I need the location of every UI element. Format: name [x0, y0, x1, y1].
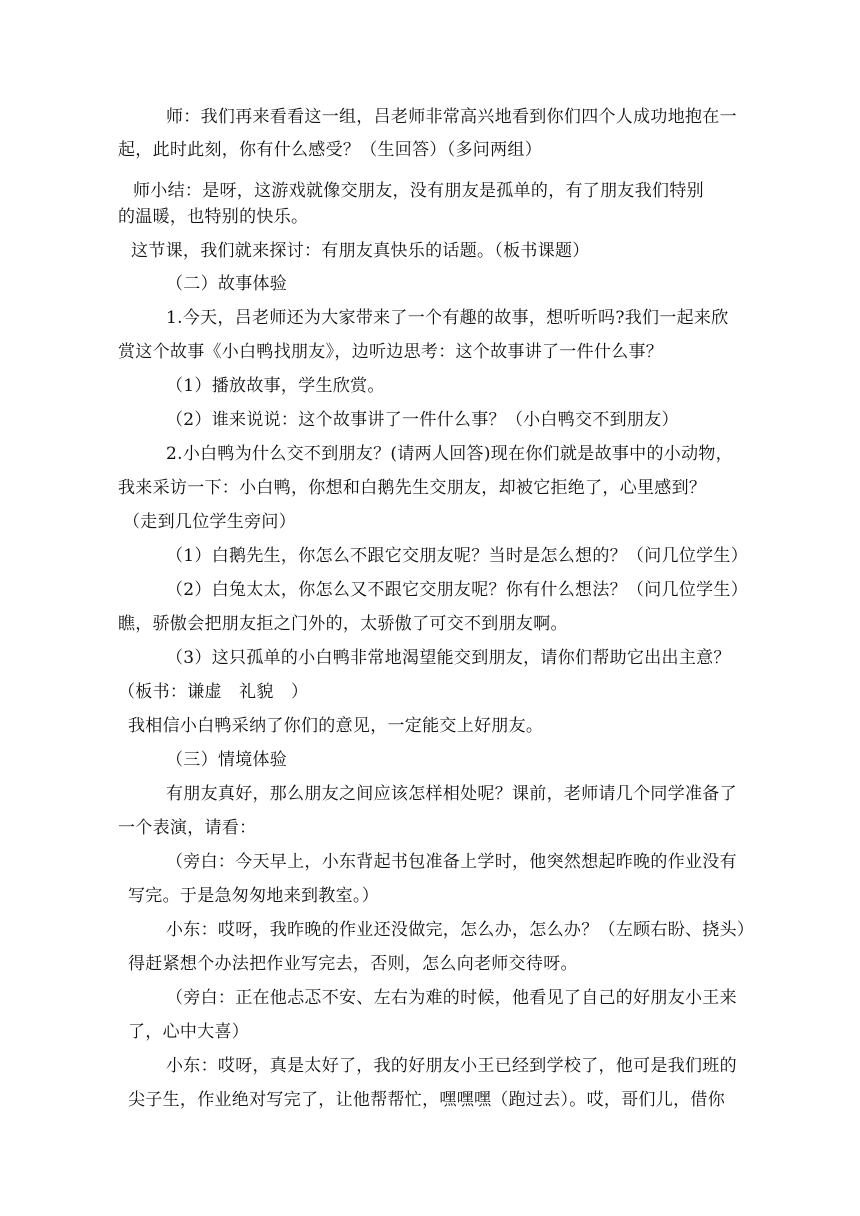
text-line: 我来采访一下：小白鸭，你想和白鹅先生交朋友，却被它拒绝了，心里感到？	[118, 478, 707, 498]
text-line: 有朋友真好，那么朋友之间应该怎样相处呢？课前，老师请几个同学准备了	[166, 784, 737, 804]
text-line: 我相信小白鸭采纳了你们的意见，一定能交上好朋友。	[128, 716, 544, 736]
section-heading: （三）情境体验	[166, 750, 288, 770]
text-line: 1.今天，吕老师还为大家带来了一个有趣的故事，想听听吗?我们一起来欣	[166, 308, 729, 328]
text-line: 写完。于是急匆匆地来到教室。）	[128, 886, 379, 906]
text-line: （旁白：正在他忐忑不安、左右为难的时候，他看见了自己的好朋友小王来	[166, 988, 737, 1008]
text-line: 2.小白鸭为什么交不到朋友？(请两人回答)现在你们就是故事中的小动物，	[166, 444, 733, 464]
text-line: 赏这个故事《小白鸭找朋友》，边听边思考：这个故事讲了一件什么事？	[118, 342, 664, 362]
text-line: （走到几位学生旁问）	[123, 512, 296, 532]
text-line: 小东：哎呀，真是太好了，我的好朋友小王已经到学校了，他可是我们班的	[166, 1056, 737, 1076]
text-line: 得赶紧想个办法把作业写完去，否则，怎么向老师交待呀。	[128, 954, 578, 974]
text-line: 瞧，骄傲会把朋友拒之门外的，太骄傲了可交不到朋友啊。	[118, 614, 568, 634]
text-line: （3）这只孤单的小白鸭非常地渴望能交到朋友，请你们帮助它出出主意？	[166, 648, 731, 668]
text-line: 了，心中大喜）	[128, 1022, 250, 1042]
text-line: 尖子生，作业绝对写完了，让他帮帮忙，嘿嘿嘿（跑过去）。哎，哥们儿，借你	[128, 1090, 725, 1110]
text-line: 师小结：是呀，这游戏就像交朋友，没有朋友是孤单的，有了朋友我们特别	[133, 181, 704, 201]
text-line: （旁白：今天早上，小东背起书包准备上学时，他突然想起昨晚的作业没有	[166, 852, 737, 872]
text-line: 的温暖，也特别的快乐。	[118, 207, 309, 227]
text-line: 师：我们再来看看这一组，吕老师非常高兴地看到你们四个人成功地抱在一	[166, 107, 737, 127]
text-line: 起，此时此刻，你有什么感受？（生回答）（多问两组）	[118, 140, 542, 160]
text-line: 小东：哎呀，我昨晚的作业还没做完，怎么办，怎么办？（左顾右盼、挠头）	[166, 920, 755, 940]
text-line: 这节课，我们就来探讨：有朋友真快乐的话题。（板书课题）	[131, 241, 590, 261]
text-line: （1）白鹅先生，你怎么不跟它交朋友呢？当时是怎么想的？（问几位学生）	[166, 546, 749, 566]
text-line: （2）谁来说说：这个故事讲了一件什么事？（小白鸭交不到朋友）	[166, 410, 679, 430]
text-line: （2）白兔太太，你怎么又不跟它交朋友呢？你有什么想法？（问几位学生）	[166, 580, 749, 600]
text-line: 一个表演，请看：	[118, 818, 257, 838]
text-line: （板书：谦虚 礼貌 ）	[118, 682, 309, 702]
text-line: （1）播放故事，学生欣赏。	[166, 376, 385, 396]
section-heading: （二）故事体验	[166, 274, 288, 294]
